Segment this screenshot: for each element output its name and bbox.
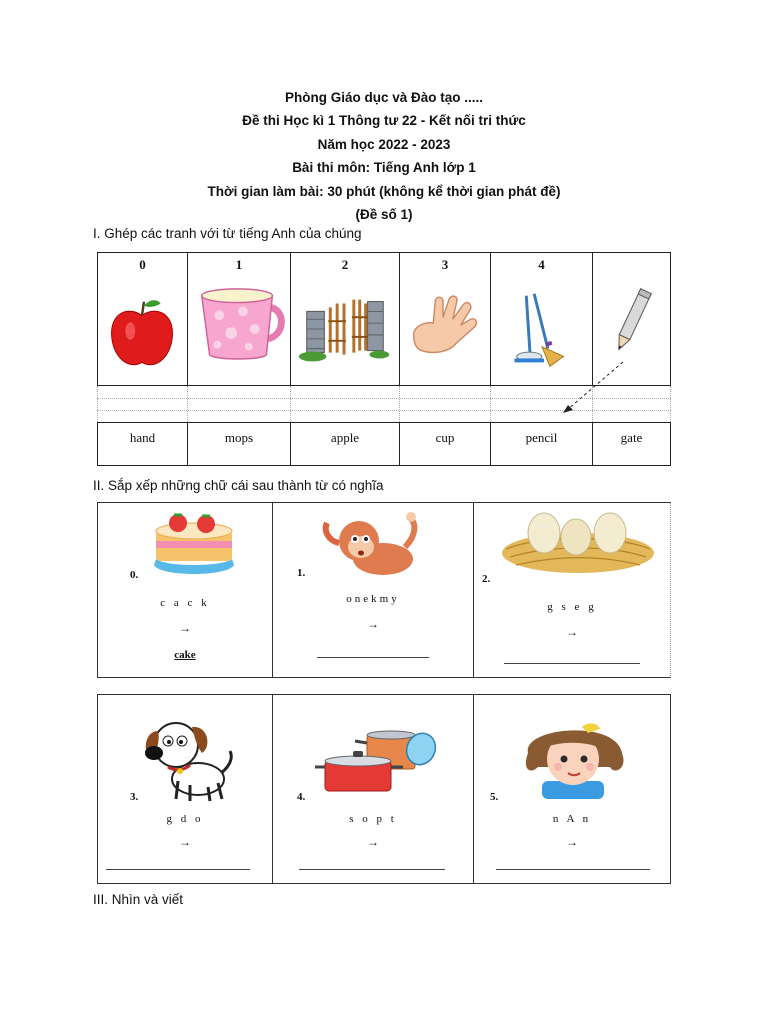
answer-blank[interactable] (496, 869, 650, 870)
header-line-department: Phòng Giáo dục và Đào tạo ..... (284, 90, 484, 105)
picture-number: 0 (139, 257, 146, 272)
puzzle-number: 5. (490, 791, 499, 803)
word-row (97, 422, 671, 466)
section-1-title: I. Ghép các tranh với từ tiếng Anh của chúng (93, 226, 362, 241)
puzzle-item-0 (97, 502, 273, 678)
scrambled-letters: g s e g (547, 601, 597, 613)
header-line-school-year: Năm học 2022 - 2023 (317, 136, 451, 152)
word-cell-4: pencil (490, 422, 593, 466)
cake-icon (148, 507, 240, 579)
puzzle-number: 0. (130, 569, 139, 581)
puzzle-number: 4. (297, 791, 306, 803)
dog-icon (138, 715, 238, 803)
arrow-icon: → (179, 621, 191, 635)
eggs-nest-icon (500, 509, 656, 577)
picture-number: 1 (235, 257, 243, 272)
arrow-icon: → (566, 835, 578, 849)
puzzle-row-1 (97, 502, 671, 678)
word-cell-5: gate (592, 422, 671, 466)
section-2-title: II. Sắp xếp những chữ cái sau thành từ có nghĩa (93, 478, 384, 493)
header-line-subject: Bài thi môn: Tiếng Anh lớp 1 (292, 160, 476, 176)
puzzle-item-5 (473, 694, 671, 884)
scrambled-letters: g d o (166, 813, 204, 825)
scrambled-letters: c a c k (160, 597, 210, 609)
puzzle-number: 2. (482, 573, 491, 585)
picture-number: 3 (441, 257, 449, 272)
exam-header (0, 86, 768, 226)
puzzle-number: 3. (130, 791, 139, 803)
matching-gap (97, 386, 671, 422)
picture-number: 4 (538, 257, 545, 272)
puzzle-item-3 (97, 694, 273, 884)
word-cell-1: mops (187, 422, 291, 466)
pots-icon (315, 729, 441, 799)
answer-blank[interactable] (317, 657, 429, 658)
header-line-duration: Thời gian làm bài: 30 phút (không kể thời gian phát đề) (207, 183, 561, 199)
arrow-icon: → (179, 835, 191, 849)
header-line-exam-title: Đề thi Học kì 1 Thông tư 22 - Kết nối tri thức (242, 113, 526, 129)
girl-icon (518, 719, 628, 799)
arrow-icon: → (367, 617, 379, 631)
answer-text: cake (174, 649, 196, 661)
word-cell-2: apple (290, 422, 400, 466)
header-line-exam-number: (Đề số 1) (355, 206, 413, 222)
puzzle-row-2 (97, 694, 671, 884)
puzzle-item-1 (272, 502, 474, 678)
answer-blank[interactable] (504, 663, 640, 664)
matching-table (97, 252, 671, 466)
puzzle-item-4 (272, 694, 474, 884)
picture-number: 2 (341, 257, 349, 272)
section-3-title: III. Nhìn và viết (93, 892, 184, 907)
puzzle-number: 1. (297, 567, 306, 579)
answer-blank[interactable] (106, 869, 250, 870)
scrambled-letters: s o p t (349, 813, 397, 825)
puzzle-item-2 (473, 502, 671, 678)
word-cell-0: hand (97, 422, 188, 466)
answer-blank[interactable] (299, 869, 445, 870)
scrambled-letters: n A n (552, 813, 592, 825)
example-arrow (97, 350, 671, 422)
word-cell-3: cup (399, 422, 491, 466)
monkey-icon (319, 507, 425, 583)
scrambled-letters: onekmy (346, 593, 400, 605)
arrow-icon: → (566, 625, 578, 639)
arrow-icon: → (367, 835, 379, 849)
